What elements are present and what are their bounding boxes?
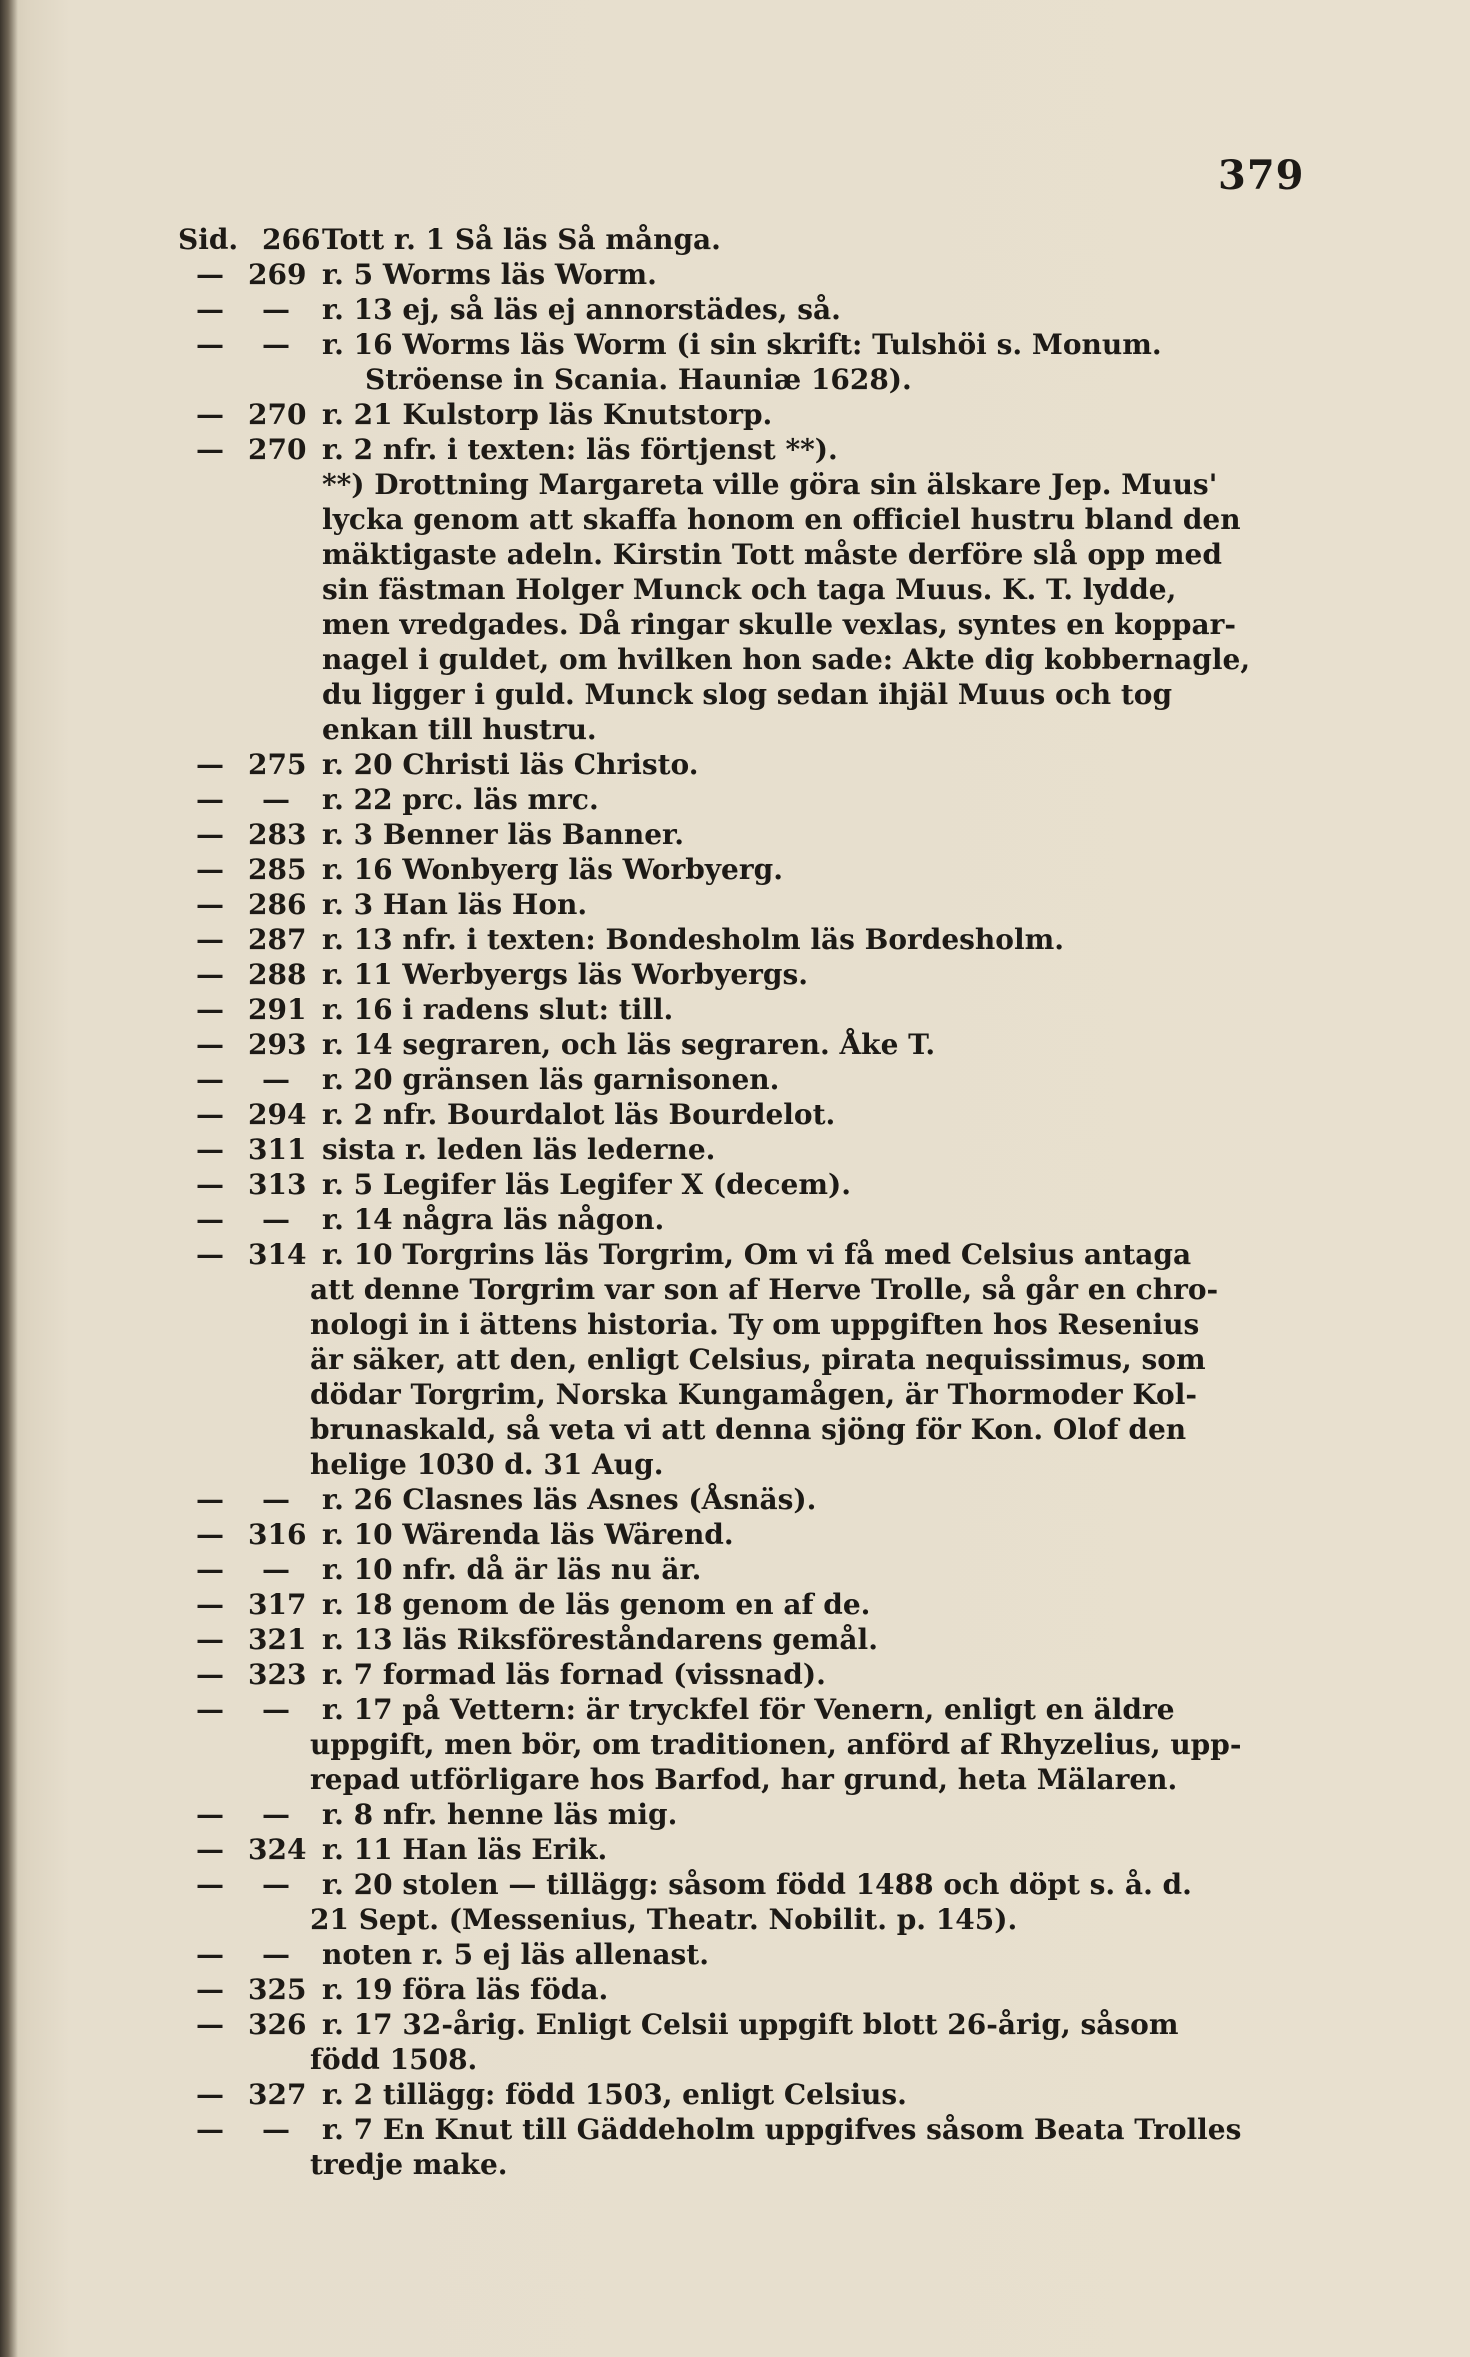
errata-line bbox=[0, 1867, 1470, 1902]
sid-label: Sid. bbox=[178, 223, 239, 256]
page-ref: 326 bbox=[248, 2008, 307, 2041]
page-ref: 293 bbox=[248, 1028, 307, 1061]
ditto-dash: — bbox=[196, 293, 224, 326]
page-ref: 324 bbox=[248, 1833, 307, 1866]
ditto-dash: — bbox=[196, 783, 224, 816]
errata-line bbox=[0, 1027, 1470, 1062]
errata-line bbox=[0, 327, 1470, 362]
errata-text: r. 20 stolen — tillägg: såsom född 1488 och döpt s. å. d. bbox=[322, 1868, 1192, 1901]
errata-line bbox=[0, 747, 1470, 782]
errata-line bbox=[0, 642, 1470, 677]
ditto-dash: — bbox=[262, 293, 290, 326]
ditto-dash: — bbox=[262, 783, 290, 816]
ditto-dash: — bbox=[262, 328, 290, 361]
ditto-dash: — bbox=[196, 1833, 224, 1866]
errata-line bbox=[0, 1552, 1470, 1587]
page-number: 379 bbox=[1218, 152, 1305, 199]
errata-text: r. 13 nfr. i texten: Bondesholm läs Bordesholm. bbox=[322, 923, 1064, 956]
errata-line bbox=[0, 677, 1470, 712]
errata-text: r. 7 formad läs fornad (vissnad). bbox=[322, 1658, 826, 1691]
errata-line bbox=[0, 2077, 1470, 2112]
errata-line bbox=[0, 1412, 1470, 1447]
errata-line bbox=[0, 1377, 1470, 1412]
ditto-dash: — bbox=[196, 993, 224, 1026]
errata-text: r. 17 32-årig. Enligt Celsii uppgift blott 26-årig, såsom bbox=[322, 2008, 1179, 2041]
errata-line bbox=[0, 1482, 1470, 1517]
continuation-text: enkan till hustru. bbox=[322, 713, 597, 746]
errata-text: r. 2 tillägg: född 1503, enligt Celsius. bbox=[322, 2078, 907, 2111]
ditto-dash: — bbox=[196, 1203, 224, 1236]
errata-text: r. 10 nfr. då är läs nu är. bbox=[322, 1553, 702, 1586]
ditto-dash: — bbox=[262, 1938, 290, 1971]
continuation-text: född 1508. bbox=[310, 2043, 478, 2076]
errata-text: r. 2 nfr. i texten: läs förtjenst **). bbox=[322, 433, 838, 466]
page-ref: 316 bbox=[248, 1518, 307, 1551]
errata-text: r. 7 En Knut till Gäddeholm uppgifves såsom Beata Trolles bbox=[322, 2113, 1242, 2146]
errata-line bbox=[0, 1517, 1470, 1552]
continuation-text: du ligger i guld. Munck slog sedan ihjäl Muus och tog bbox=[322, 678, 1173, 711]
ditto-dash: — bbox=[196, 1518, 224, 1551]
ditto-dash: — bbox=[196, 433, 224, 466]
errata-line bbox=[0, 1657, 1470, 1692]
errata-text: r. 20 Christi läs Christo. bbox=[322, 748, 699, 781]
continuation-text: uppgift, men bör, om traditionen, anförd af Rhyzelius, upp- bbox=[310, 1728, 1242, 1761]
ditto-dash: — bbox=[262, 1798, 290, 1831]
errata-text: r. 16 i radens slut: till. bbox=[322, 993, 674, 1026]
page-ref: 270 bbox=[248, 398, 307, 431]
errata-text: Tott r. 1 Så läs Så många. bbox=[322, 223, 721, 256]
errata-line bbox=[0, 1587, 1470, 1622]
continuation-text: mäktigaste adeln. Kirstin Tott måste derföre slå opp med bbox=[322, 538, 1222, 571]
errata-line bbox=[0, 397, 1470, 432]
ditto-dash: — bbox=[196, 1483, 224, 1516]
continuation-text: dödar Torgrim, Norska Kungamågen, är Thormoder Kol- bbox=[310, 1378, 1197, 1411]
errata-line bbox=[0, 1937, 1470, 1972]
errata-line bbox=[0, 712, 1470, 747]
errata-line bbox=[0, 2112, 1470, 2147]
errata-text: sista r. leden läs lederne. bbox=[322, 1133, 716, 1166]
page-ref: 283 bbox=[248, 818, 307, 851]
continuation-text: repad utförligare hos Barfod, har grund, heta Mälaren. bbox=[310, 1763, 1178, 1796]
ditto-dash: — bbox=[196, 1238, 224, 1271]
continuation-text: men vredgades. Då ringar skulle vexlas, syntes en koppar- bbox=[322, 608, 1236, 641]
ditto-dash: — bbox=[196, 923, 224, 956]
ditto-dash: — bbox=[196, 1868, 224, 1901]
errata-line bbox=[0, 467, 1470, 502]
ditto-dash: — bbox=[262, 1063, 290, 1096]
ditto-dash: — bbox=[262, 1553, 290, 1586]
ditto-dash: — bbox=[196, 958, 224, 991]
ditto-dash: — bbox=[196, 1623, 224, 1656]
errata-text: r. 14 segraren, och läs segraren. Åke T. bbox=[322, 1028, 936, 1061]
errata-line bbox=[0, 1622, 1470, 1657]
errata-line bbox=[0, 1972, 1470, 2007]
ditto-dash: — bbox=[196, 1798, 224, 1831]
ditto-dash: — bbox=[196, 748, 224, 781]
ditto-dash: — bbox=[196, 1168, 224, 1201]
errata-line bbox=[0, 257, 1470, 292]
errata-text: r. 11 Werbyergs läs Worbyergs. bbox=[322, 958, 809, 991]
errata-text: r. 20 gränsen läs garnisonen. bbox=[322, 1063, 780, 1096]
page-ref: 288 bbox=[248, 958, 307, 991]
ditto-dash: — bbox=[196, 818, 224, 851]
page-ref: 313 bbox=[248, 1168, 307, 1201]
errata-line bbox=[0, 362, 1470, 397]
errata-line bbox=[0, 1692, 1470, 1727]
errata-line bbox=[0, 1167, 1470, 1202]
ditto-dash: — bbox=[262, 1693, 290, 1726]
continuation-text: sin fästman Holger Munck och taga Muus. K. T. lydde, bbox=[322, 573, 1177, 606]
continuation-text: Ströense in Scania. Hauniæ 1628). bbox=[365, 363, 912, 396]
errata-line bbox=[0, 1447, 1470, 1482]
ditto-dash: — bbox=[196, 1063, 224, 1096]
errata-text: r. 2 nfr. Bourdalot läs Bourdelot. bbox=[322, 1098, 836, 1131]
ditto-dash: — bbox=[196, 2008, 224, 2041]
ditto-dash: — bbox=[196, 853, 224, 886]
ditto-dash: — bbox=[196, 888, 224, 921]
page-ref: 266 bbox=[262, 223, 321, 256]
errata-text: r. 5 Legifer läs Legifer X (decem). bbox=[322, 1168, 851, 1201]
errata-line bbox=[0, 292, 1470, 327]
continuation-text: att denne Torgrim var son af Herve Trolle, så går en chro- bbox=[310, 1273, 1219, 1306]
errata-line bbox=[0, 432, 1470, 467]
continuation-text: nagel i guldet, om hvilken hon sade: Akte dig kobbernagle, bbox=[322, 643, 1251, 676]
errata-line bbox=[0, 1727, 1470, 1762]
errata-line bbox=[0, 1762, 1470, 1797]
errata-text: r. 26 Clasnes läs Asnes (Åsnäs). bbox=[322, 1483, 817, 1516]
page-ref: 314 bbox=[248, 1238, 307, 1271]
errata-line bbox=[0, 887, 1470, 922]
errata-line bbox=[0, 502, 1470, 537]
errata-line bbox=[0, 572, 1470, 607]
page-ref: 285 bbox=[248, 853, 307, 886]
continuation-text: tredje make. bbox=[310, 2148, 508, 2181]
ditto-dash: — bbox=[196, 398, 224, 431]
ditto-dash: — bbox=[196, 1098, 224, 1131]
errata-line bbox=[0, 607, 1470, 642]
ditto-dash: — bbox=[262, 1868, 290, 1901]
continuation-text: brunaskald, så veta vi att denna sjöng för Kon. Olof den bbox=[310, 1413, 1187, 1446]
errata-text: r. 22 prc. läs mrc. bbox=[322, 783, 599, 816]
ditto-dash: — bbox=[196, 1658, 224, 1691]
errata-line bbox=[0, 992, 1470, 1027]
errata-line bbox=[0, 782, 1470, 817]
errata-text: r. 14 några läs någon. bbox=[322, 1203, 665, 1236]
errata-text: r. 8 nfr. henne läs mig. bbox=[322, 1798, 678, 1831]
errata-list bbox=[0, 222, 1470, 2182]
errata-text: r. 21 Kulstorp läs Knutstorp. bbox=[322, 398, 773, 431]
page-ref: 275 bbox=[248, 748, 307, 781]
ditto-dash: — bbox=[262, 2113, 290, 2146]
errata-line bbox=[0, 1097, 1470, 1132]
ditto-dash: — bbox=[262, 1483, 290, 1516]
errata-text: r. 3 Han läs Hon. bbox=[322, 888, 588, 921]
page-ref: 286 bbox=[248, 888, 307, 921]
continuation-text: lycka genom att skaffa honom en officiel hustru bland den bbox=[322, 503, 1241, 536]
errata-text: noten r. 5 ej läs allenast. bbox=[322, 1938, 709, 1971]
errata-text: r. 5 Worms läs Worm. bbox=[322, 258, 657, 291]
page-ref: 270 bbox=[248, 433, 307, 466]
errata-line bbox=[0, 1132, 1470, 1167]
page-ref: 269 bbox=[248, 258, 307, 291]
errata-text: r. 3 Benner läs Banner. bbox=[322, 818, 684, 851]
errata-line bbox=[0, 2147, 1470, 2182]
errata-line bbox=[0, 922, 1470, 957]
errata-line bbox=[0, 1307, 1470, 1342]
errata-line bbox=[0, 1797, 1470, 1832]
ditto-dash: — bbox=[196, 1028, 224, 1061]
errata-text: r. 18 genom de läs genom en af de. bbox=[322, 1588, 871, 1621]
ditto-dash: — bbox=[196, 1693, 224, 1726]
page-ref: 321 bbox=[248, 1623, 307, 1656]
ditto-dash: — bbox=[262, 1203, 290, 1236]
page-ref: 311 bbox=[248, 1133, 307, 1166]
errata-text: r. 16 Worms läs Worm (i sin skrift: Tulshöi s. Monum. bbox=[322, 328, 1162, 361]
errata-line bbox=[0, 1832, 1470, 1867]
page-ref: 287 bbox=[248, 923, 307, 956]
errata-text: r. 13 läs Riksföreståndarens gemål. bbox=[322, 1623, 878, 1656]
page-ref: 327 bbox=[248, 2078, 307, 2111]
page-ref: 294 bbox=[248, 1098, 307, 1131]
errata-line bbox=[0, 1202, 1470, 1237]
errata-text: r. 10 Wärenda läs Wärend. bbox=[322, 1518, 734, 1551]
errata-text: r. 19 föra läs föda. bbox=[322, 1973, 609, 2006]
errata-line bbox=[0, 1272, 1470, 1307]
page-ref: 323 bbox=[248, 1658, 307, 1691]
ditto-dash: — bbox=[196, 2113, 224, 2146]
ditto-dash: — bbox=[196, 1553, 224, 1586]
page-ref: 291 bbox=[248, 993, 307, 1026]
errata-text: r. 11 Han läs Erik. bbox=[322, 1833, 608, 1866]
page-ref: 325 bbox=[248, 1973, 307, 2006]
errata-line bbox=[0, 1237, 1470, 1272]
ditto-dash: — bbox=[196, 1938, 224, 1971]
errata-text: r. 16 Wonbyerg läs Worbyerg. bbox=[322, 853, 783, 886]
errata-line bbox=[0, 1062, 1470, 1097]
errata-line bbox=[0, 222, 1470, 257]
errata-line bbox=[0, 2042, 1470, 2077]
ditto-dash: — bbox=[196, 258, 224, 291]
errata-text: r. 10 Torgrins läs Torgrim, Om vi få med Celsius antaga bbox=[322, 1238, 1192, 1271]
ditto-dash: — bbox=[196, 1588, 224, 1621]
errata-line bbox=[0, 852, 1470, 887]
page-ref: 317 bbox=[248, 1588, 307, 1621]
continuation-text: helige 1030 d. 31 Aug. bbox=[310, 1448, 664, 1481]
footnote-text: **) Drottning Margareta ville göra sin älskare Jep. Muus' bbox=[322, 468, 1218, 501]
ditto-dash: — bbox=[196, 1133, 224, 1166]
errata-line bbox=[0, 537, 1470, 572]
ditto-dash: — bbox=[196, 328, 224, 361]
ditto-dash: — bbox=[196, 2078, 224, 2111]
continuation-text: nologi in i ättens historia. Ty om uppgiften hos Resenius bbox=[310, 1308, 1200, 1341]
errata-line bbox=[0, 1902, 1470, 1937]
continuation-text: 21 Sept. (Messenius, Theatr. Nobilit. p. 145). bbox=[310, 1903, 1018, 1936]
continuation-text: är säker, att den, enligt Celsius, pirata nequissimus, som bbox=[310, 1343, 1206, 1376]
errata-text: r. 13 ej, så läs ej annorstädes, så. bbox=[322, 293, 841, 326]
errata-line bbox=[0, 2007, 1470, 2042]
errata-line bbox=[0, 957, 1470, 992]
errata-line bbox=[0, 1342, 1470, 1377]
ditto-dash: — bbox=[196, 1973, 224, 2006]
errata-line bbox=[0, 817, 1470, 852]
errata-text: r. 17 på Vettern: är tryckfel för Venern, enligt en äldre bbox=[322, 1693, 1175, 1726]
